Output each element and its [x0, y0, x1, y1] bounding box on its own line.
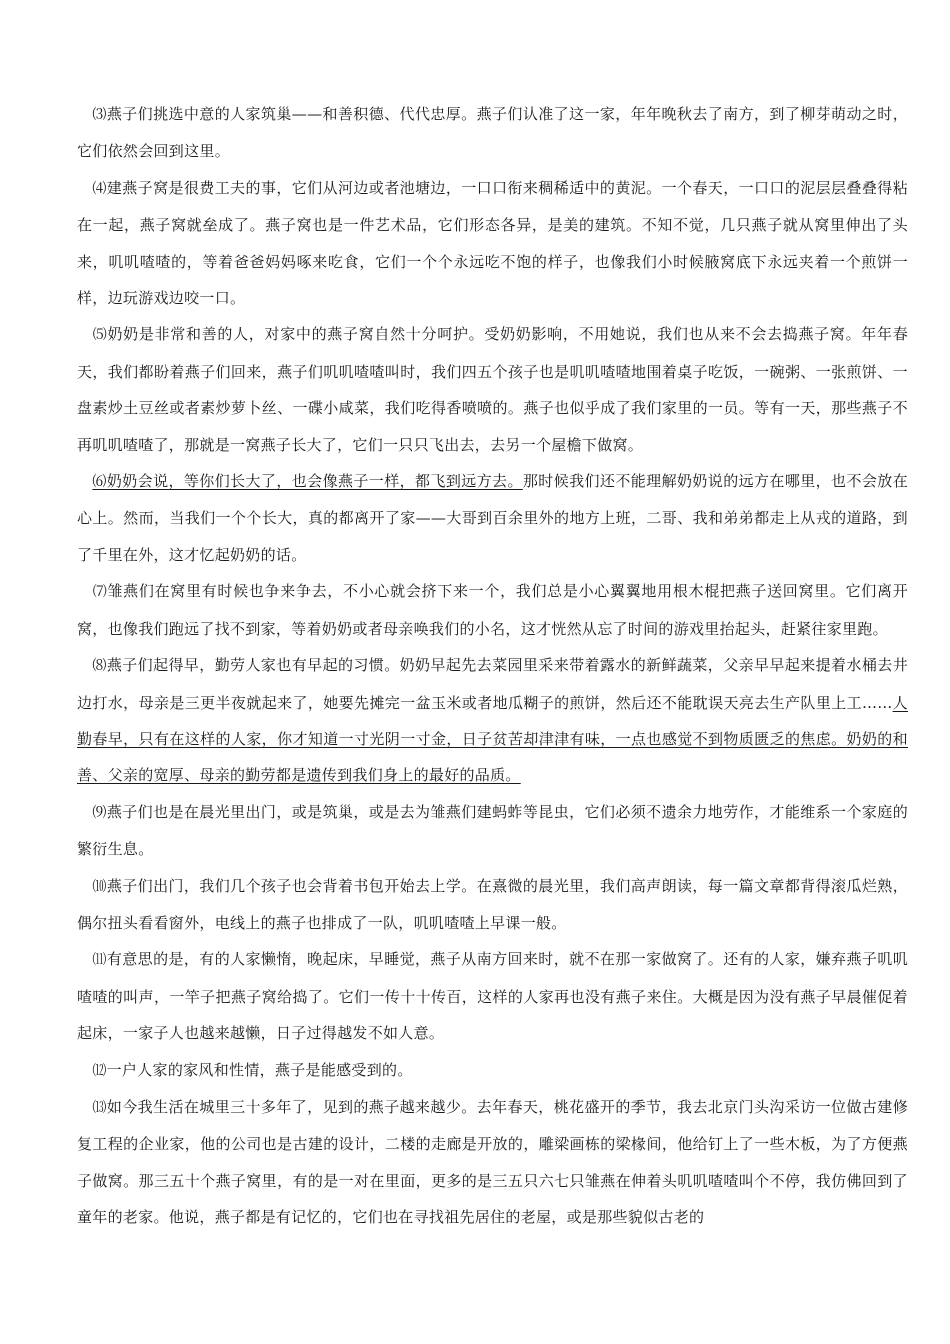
paragraph-13: [77, 1089, 908, 1236]
paragraph-number: ⑷: [92, 180, 107, 197]
paragraph-number: ⑻: [92, 658, 107, 675]
paragraph-text: 燕子们挑选中意的人家筑巢——和善积德、代代忠厚。燕子们认准了这一家，年年晚秋去了南方，到了柳芽萌动之时，它们依然会回到这里。: [77, 105, 908, 161]
paragraph-text: 建燕子窝是很费工夫的事，它们从河边或者池塘边，一口口衔来稠稀适中的黄泥。一个春天，一口口的泥层层叠叠得粘在一起，燕子窝就垒成了。燕子窝也是一件艺术品，它们形态各异，是美的建筑。不知不觉，几只燕子就从窝里伸出了头来，叽叽喳喳的，等着爸爸妈妈啄来吃食，它们一个个永远吃不饱的样子，也像我们小时候腋窝底下永远夹着一个煎饼一样，边玩游戏边咬一口。: [77, 178, 908, 308]
paragraph-text: 一户人家的家风和性情，燕子是能感受到的。: [106, 1060, 413, 1079]
paragraph-text: 如今我生活在城里三十多年了，见到的燕子越来越少。去年春天，桃花盛开的季节，我去北京门头沟采访一位做古建修复工程的企业家，他的公司也是古建的设计，二楼的走廊是开放的，雕梁画栋的梁椽间，他给钉上了一些木板，为了方便燕子做窝。那三五十个燕子窝里，有的是一对在里面，更多的是三五只六七只雏燕在伸着头叽叽喳喳叫个不停，我仿佛回到了童年的老家。他说，燕子都是有记忆的，它们也在寻找祖先居住的老屋，或是那些貌似古老的: [77, 1097, 908, 1227]
paragraph-text: 燕子们起得早，勤劳人家也有早起的习惯。奶奶早起先去菜园里采来带着露水的新鲜蔬菜，父亲早早起来提着水桶去井边打水，母亲是三更半夜就起来了，她要先摊完一盆玉米或者地瓜糊子的煎饼，然后还不能耽误天亮去生产队里上工……: [77, 656, 908, 712]
paragraph-number: ⑾: [92, 952, 107, 969]
paragraph-number: ⒀: [92, 1099, 107, 1116]
paragraph-text: 奶奶是非常和善的人，对家中的燕子窝自然十分呵护。受奶奶影响，不用她说，我们也从来不会去捣燕子窝。年年春天，我们都盼着燕子们回来，燕子们叽叽喳喳叫时，我们四五个孩子也是叽叽喳喳地围着桌子吃饭，一碗粥、一张煎饼、一盘素炒土豆丝或者素炒萝卜丝、一碟小咸菜，我们吃得香喷喷的。燕子也似乎成了我们家里的一员。等有一天，那些燕子不再叽叽喳喳了，那就是一窝燕子长大了，它们一只只飞出去，去另一个屋檐下做窝。: [77, 325, 908, 454]
paragraph-7: [77, 573, 908, 647]
paragraph-text: 燕子们出门，我们几个孩子也会背着书包开始去上学。在熹微的晨光里，我们高声朗读，每一篇文章都背得滚瓜烂熟，偶尔扭头看看窗外，电线上的燕子也排成了一队，叽叽喳喳上早课一般。: [77, 876, 908, 932]
paragraph-10: [77, 868, 908, 942]
paragraph-9: [77, 794, 908, 868]
underlined-sentence: 奶奶会说，等你们长大了，也会像燕子一样，都飞到远方去。: [106, 472, 523, 491]
paragraph-number: ⑶: [92, 107, 107, 123]
paragraph-text: 有意思的是，有的人家懒惰，晚起床，早睡觉，燕子从南方回来时，就不在那一家做窝了。还有的人家，嫌弃燕子叽叽喳喳的叫声，一竿子把燕子窝给捣了。它们一传十十传百，这样的人家再也没有燕子来住。大概是因为没有燕子早晨催促着起床，一家子人也越来越懒，日子过得越发不如人意。: [77, 950, 908, 1043]
paragraph-number: ⑸: [92, 327, 108, 344]
paragraph-text: 那时候我们还不能理解奶奶说的远方在哪里，也不会放在心上。然而，当我们一个个长大，真的都离开了家——大哥到百余里外的地方上班，二哥、我和弟弟都走上从戎的道路，到了千里在外，这才忆起奶奶的话。: [77, 472, 908, 564]
paragraph-12: [77, 1052, 908, 1089]
paragraph-number: ⑹: [92, 474, 107, 491]
paragraph-text: 燕子们也是在晨光里出门，或是筑巢，或是去为雏燕们建蚂蚱等昆虫，它们必须不遗余力地劳作，才能维系一个家庭的繁衍生息。: [77, 802, 908, 859]
paragraph-5: [77, 316, 908, 463]
paragraph-number: ⑽: [92, 878, 107, 895]
paragraph-number: ⑿: [92, 1062, 107, 1079]
paragraph-6: [77, 463, 908, 573]
paragraph-number: ⑺: [92, 584, 108, 601]
paragraph-number: ⑼: [92, 804, 107, 821]
paragraph-11: [77, 941, 908, 1051]
paragraph-4: [77, 170, 908, 317]
underlined-sentence: 人勤春早，只有在这样的人家，你才知道一寸光阴一寸金，日子贫苦却津津有味，一点也感觉不到物质匮乏的焦虑。奶奶的和善、父亲的宽厚、母亲的勤劳都是遗传到我们身上的最好的品质。: [77, 693, 908, 785]
paragraph-8: [77, 647, 908, 794]
paragraph-3: [77, 96, 908, 170]
paragraph-text: 雏燕们在窝里有时候也争来争去，不小心就会挤下来一个，我们总是小心翼翼地用根木棍把燕子送回窝里。它们离开窝，也像我们跑远了找不到家，等着奶奶或者母亲唤我们的小名，这才恍然从忘了时间的游戏里抬起头，赶紧往家里跑。: [77, 582, 908, 638]
